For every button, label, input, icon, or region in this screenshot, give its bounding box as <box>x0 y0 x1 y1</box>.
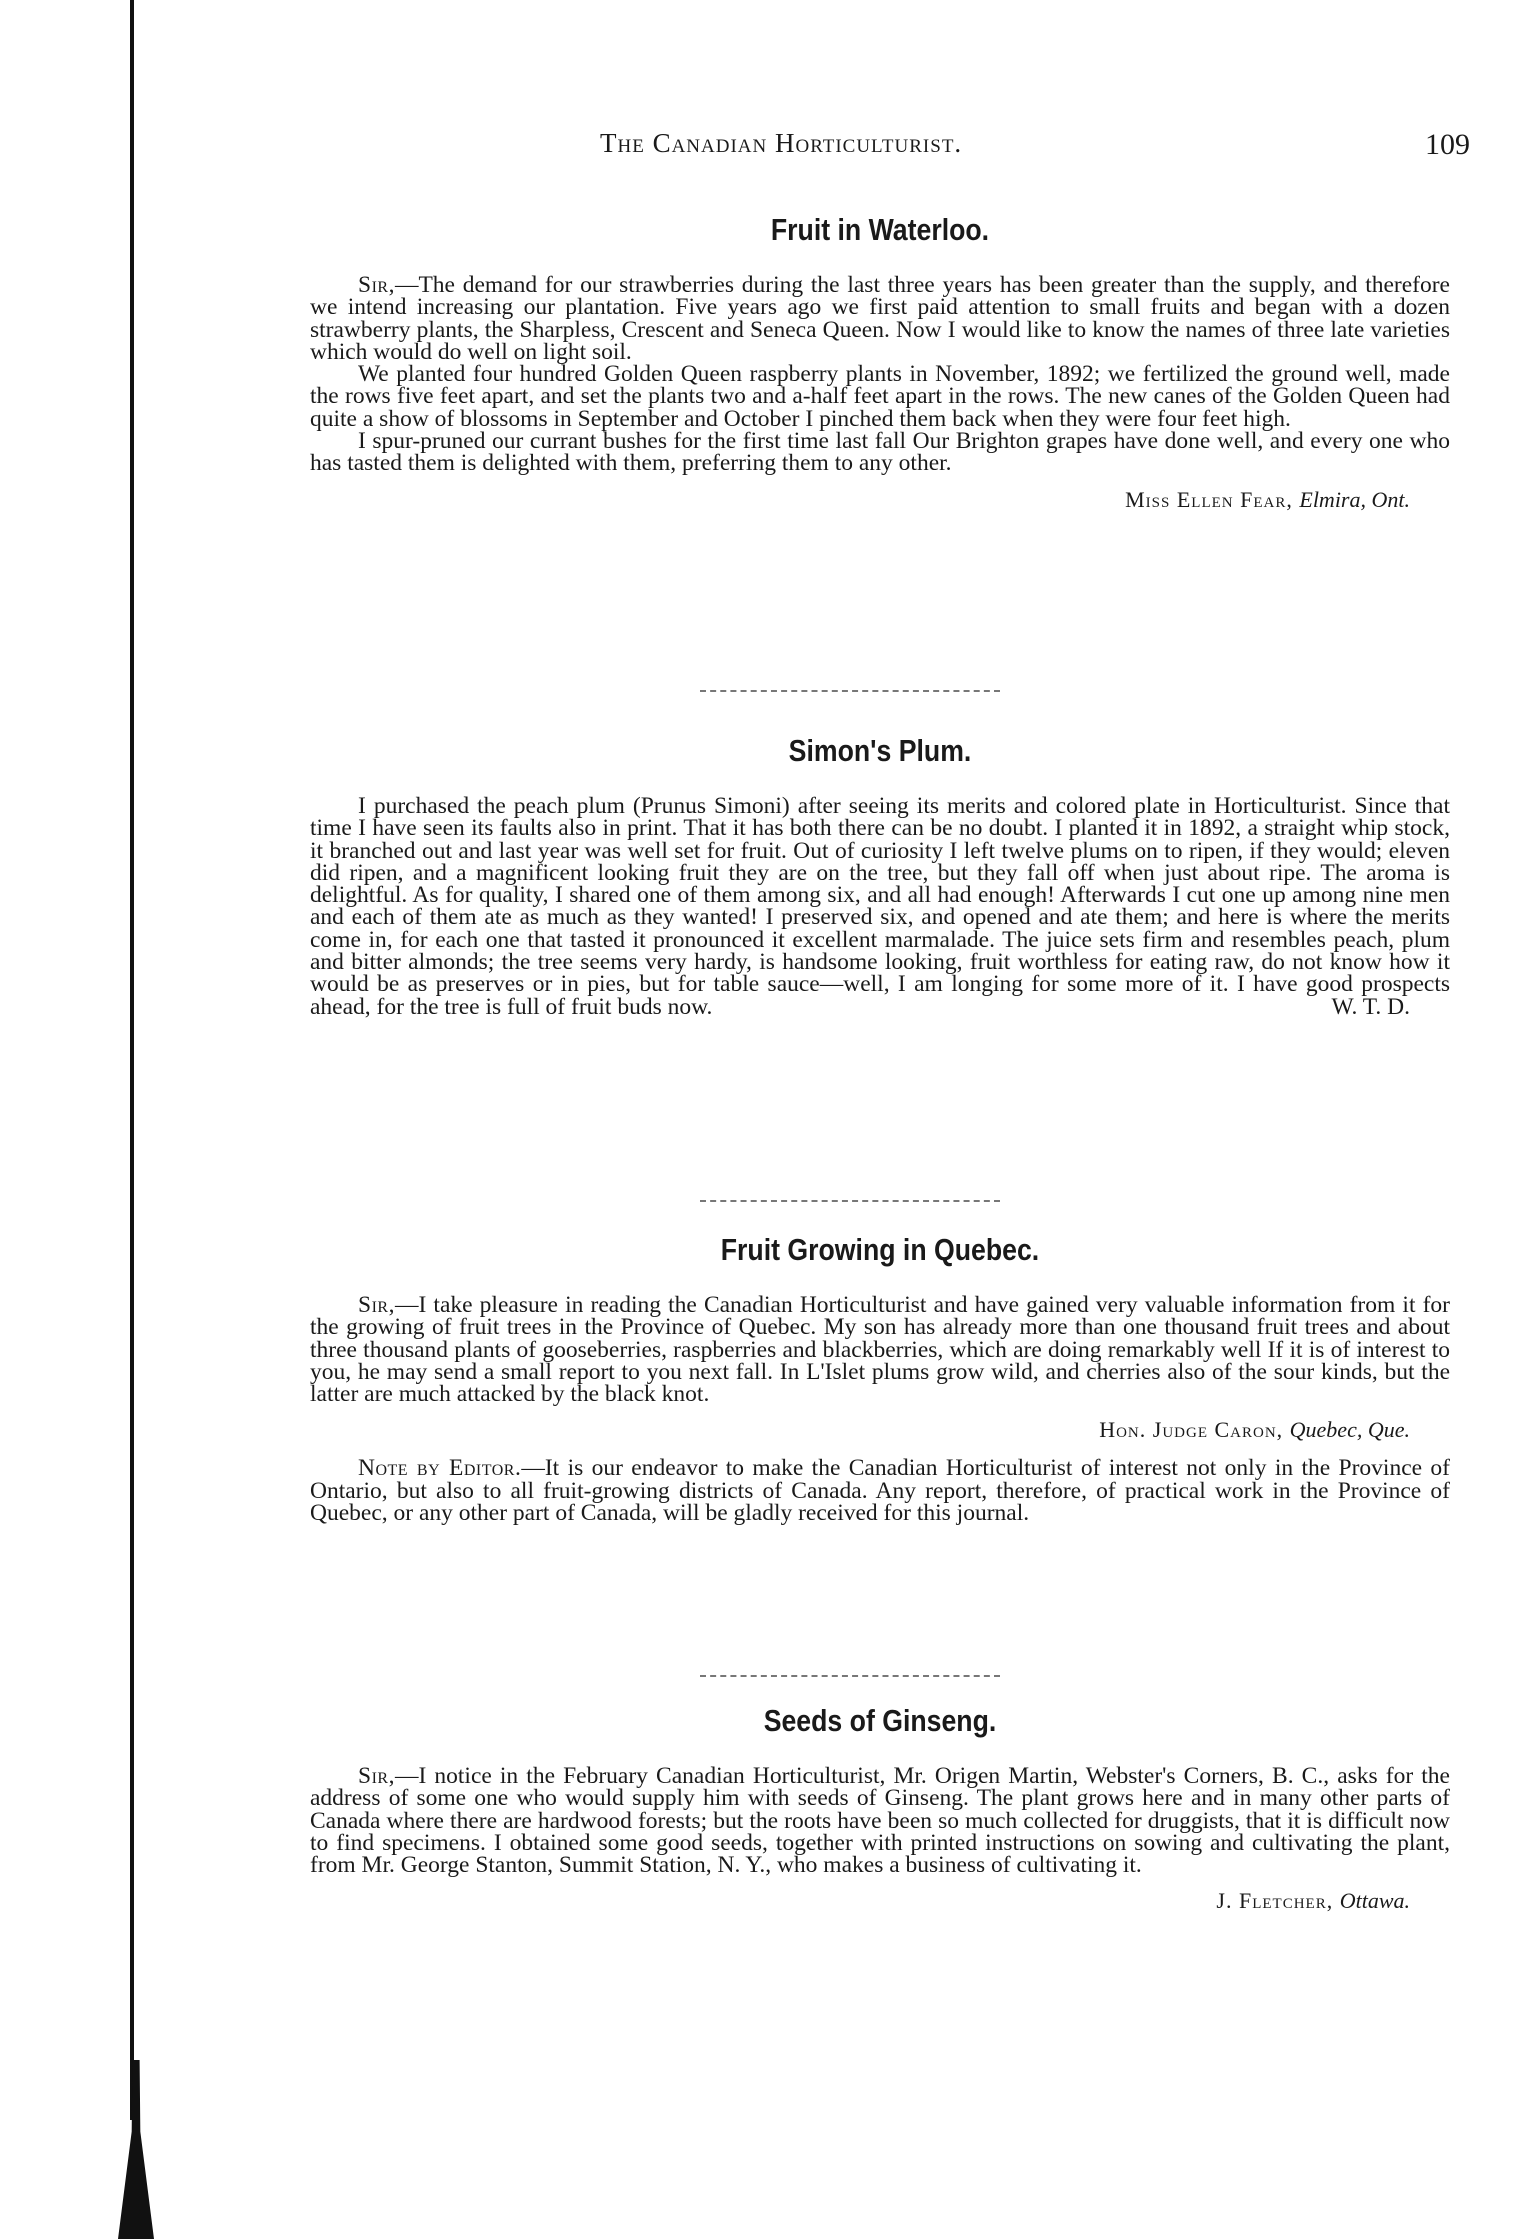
signature-place: Quebec, Que. <box>1289 1417 1410 1443</box>
article-fruit-growing-in-quebec <box>310 1232 1451 1527</box>
signature <box>310 1888 1450 1914</box>
article-title: Simon's Plum. <box>788 733 972 768</box>
page-number: 109 <box>1425 128 1470 161</box>
editor-note <box>310 1455 1451 1527</box>
salutation: Sir, <box>358 1763 395 1789</box>
paragraph-text: —I take pleasure in reading the Canadian Horticulturist and have gained very valuable information from it for the growing of fruit trees in the Province of Quebec. My son has already more than one thousand fruit trees and about three thousand plants of gooseberries, raspberries and blackberries, which are doing remarkably well If it is of interest to you, he may send a small report to you next fall. In L'Islet plums grow wild, and cherries also of the sour kinds, but the latter are much attacked by the black knot. <box>310 1292 1450 1408</box>
section-divider <box>700 1200 1000 1202</box>
signature <box>310 487 1450 513</box>
book-binding-edge <box>130 0 134 2120</box>
running-head: The Canadian Horticulturist. <box>600 128 963 158</box>
salutation: Sir, <box>358 1292 395 1318</box>
article-title: Fruit in Waterloo. <box>770 212 990 247</box>
page-curl-shadow <box>118 2060 154 2239</box>
article-title: Seeds of Ginseng. <box>763 1703 997 1738</box>
paragraph-text: —The demand for our strawberries during the last three years has been greater than the supply, and therefore we intend increasing our plantation. Five years ago we first paid attention to small fruits and began with a dozen strawberry plants, the Sharpless, Crescent and Seneca Queen. Now I would like to know the names of three late varieties which would do well on light soil. <box>310 272 1450 365</box>
section-divider <box>700 1675 1000 1677</box>
paragraph <box>310 363 1450 430</box>
editor-note-text: —It is our endeavor to make the Canadian Horticulturist of interest not only in the Province of Ontario, but also to all fruit-growing districts of Canada. Any report, therefore, of practical work in the Province of Quebec, or any other part of Canada, will be gladly received for this journal. <box>310 1455 1451 1527</box>
paragraph-text: I purchased the peach plum (Prunus Simoni) after seeing its merits and colored plate in Horticulturist. Since that time I have seen its faults also in print. That it has both there can be no doubt. I planted it in 1892, a straight whip stock, it branched out and last year was well set for fruit. Out of curiosity I left twelve plums on to ripen, if they would; eleven did ripen, and a magnificent looking fruit they are on the tree, but they fall off when just about ripe. The aroma is delightful. As for quality, I shared one of them among six, and all had enough! Afterwards I cut one up among nine men and each of them ate as much as they wanted! I preserved six, and opened and ate them; and here is where the merits come in, for each one that tasted it pronounced it excellent marmalade. The juice sets firm and resembles peach, plum and bitter almonds; the tree seems very hardy, is handsome looking, fruit worthless for eating raw, do not know how it would be as preserves or in pies, but for table sauce—well, I am longing for some more of it. I have good prospects ahead, for the tree is full of fruit buds now. <box>310 793 1450 1020</box>
signature <box>310 1417 1450 1443</box>
paragraph <box>310 430 1450 475</box>
article-fruit-in-waterloo <box>310 212 1450 513</box>
article-seeds-of-ginseng <box>310 1703 1450 1914</box>
signature-name: J. Fletcher, <box>1216 1888 1334 1914</box>
signature-name: Miss Ellen Fear, <box>1125 486 1293 512</box>
paragraph-text: —I notice in the February Canadian Horticulturist, Mr. Origen Martin, Webster's Corners, B. C., asks for the address of some one who would supply him with seeds of Ginseng. The plant grows here and in many other parts of Canada where there are hardwood forests; but the roots have been so much collected for druggists, that it is difficult now to find specimens. I obtained some good seeds, together with printed instructions on sowing and cultivating the plant, from Mr. George Stanton, Summit Station, N. Y., who makes a business of cultivating it. <box>310 1763 1450 1879</box>
section-divider <box>700 690 1000 692</box>
signature-place: Ottawa. <box>1339 1888 1410 1914</box>
page-header <box>300 128 1470 168</box>
signature-place: Elmira, Ont. <box>1299 486 1410 512</box>
paragraph <box>310 1763 1450 1879</box>
paragraph-text: I spur-pruned our currant bushes for the first time last fall Our Brighton grapes have done well, and every one who has tasted them is delighted with them, preferring them to any other. <box>310 428 1450 477</box>
signature-name: Hon. Judge Caron, <box>1099 1417 1284 1443</box>
editor-note-lead: Note by Editor. <box>358 1455 522 1482</box>
paragraph <box>310 1292 1450 1408</box>
salutation: Sir, <box>358 272 395 298</box>
article-simons-plum <box>310 733 1450 1018</box>
paragraph-text: We planted four hundred Golden Queen raspberry plants in November, 1892; we fertilized the ground well, made the rows five feet apart, and set the plants two and a-half feet apart in the rows. The new canes of the Golden Queen had quite a show of blossoms in September and October I pinched them back when they were four feet high. <box>310 361 1450 432</box>
signature-initials: W. T. D. <box>1331 993 1410 1020</box>
paragraph <box>310 795 1450 1018</box>
article-title: Fruit Growing in Quebec. <box>720 1232 1040 1267</box>
paragraph <box>310 274 1450 363</box>
